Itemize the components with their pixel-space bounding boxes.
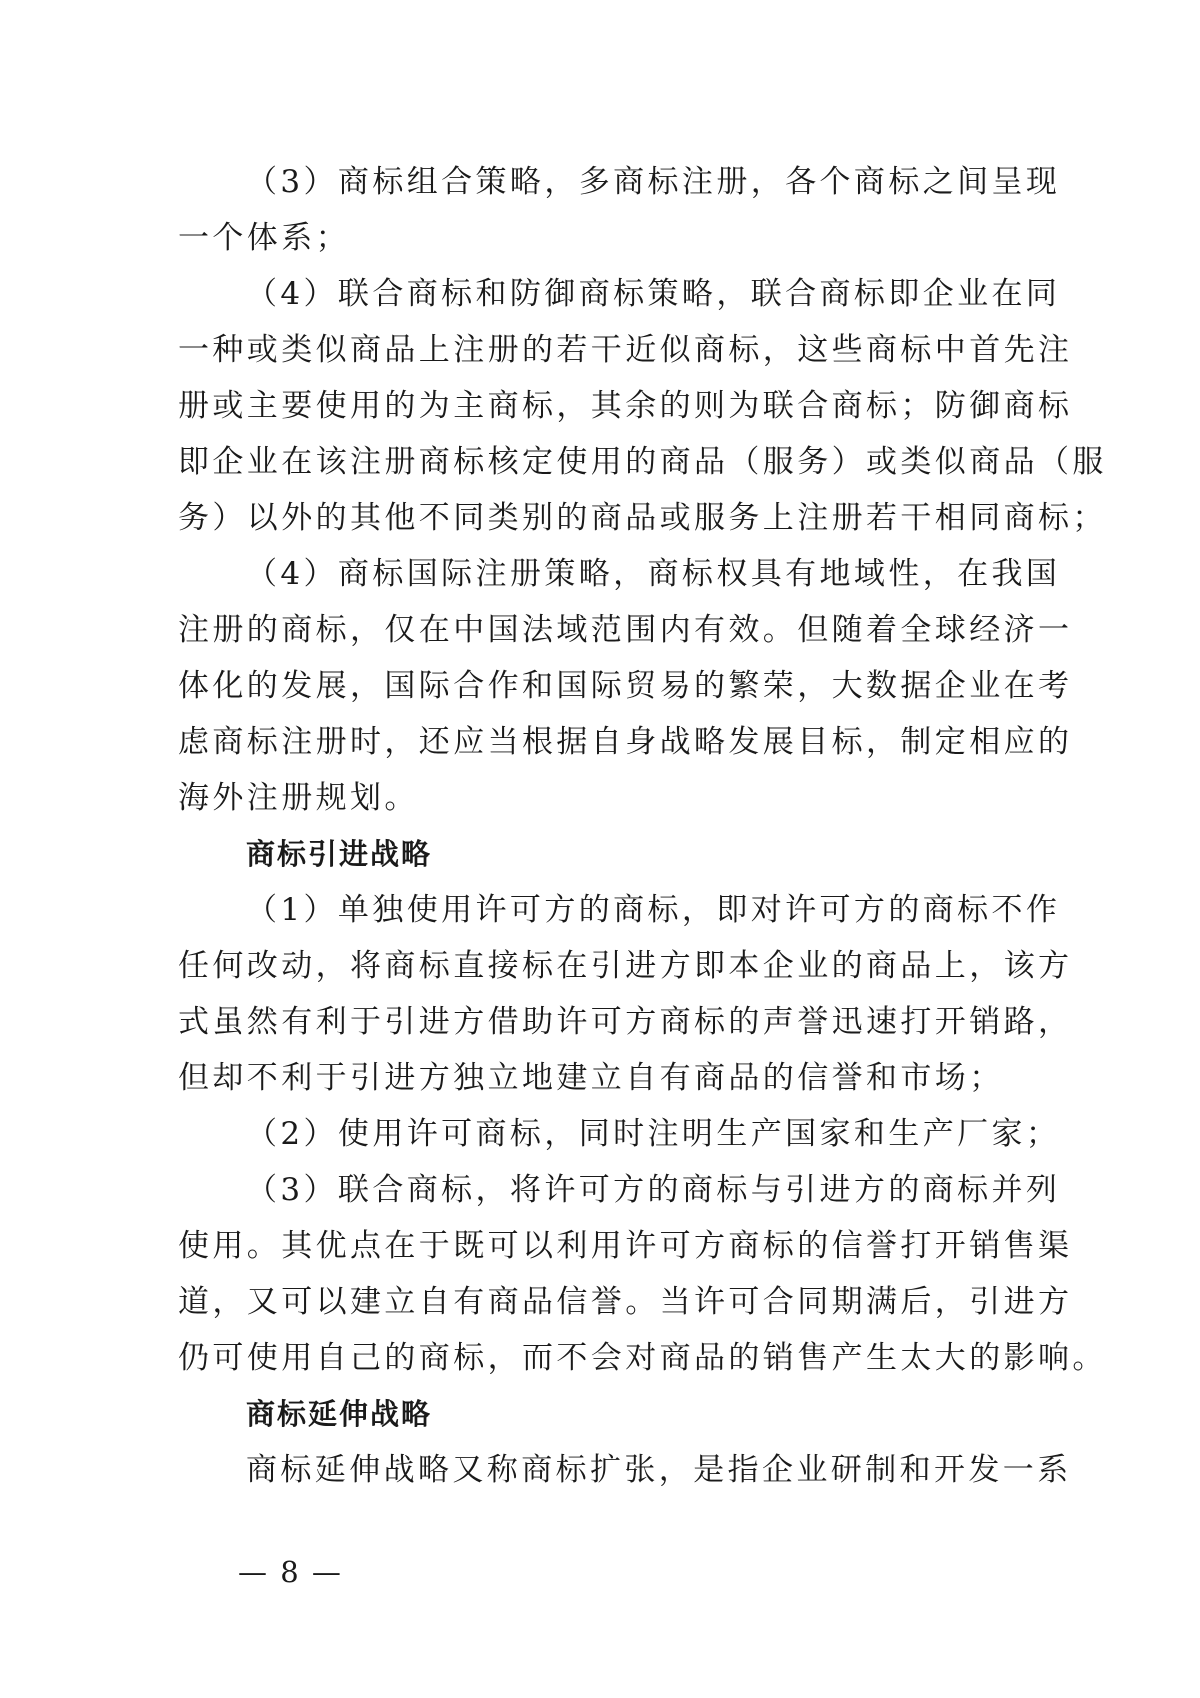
paragraph-line: 使用。其优点在于既可以利用许可方商标的信誉打开销售渠	[178, 1228, 1073, 1264]
paragraph-line: （4）联合商标和防御商标策略，联合商标即企业在同	[246, 276, 1061, 312]
paragraph-line: 式虽然有利于引进方借助许可方商标的声誉迅速打开销路，	[178, 1004, 1073, 1040]
paragraph-line: （1）单独使用许可方的商标，即对许可方的商标不作	[246, 892, 1061, 928]
paragraph-line: 一个体系；	[178, 220, 350, 256]
paragraph-line: （4）商标国际注册策略，商标权具有地域性，在我国	[246, 556, 1061, 592]
paragraph-line: 但却不利于引进方独立地建立自有商品的信誉和市场；	[178, 1060, 1004, 1096]
paragraph-line: （3）商标组合策略，多商标注册，各个商标之间呈现	[246, 164, 1061, 200]
paragraph-line: 务）以外的其他不同类别的商品或服务上注册若干相同商标；	[178, 500, 1107, 536]
paragraph-line: 任何改动，将商标直接标在引进方即本企业的商品上，该方	[178, 948, 1073, 984]
paragraph-line: 商标延伸战略又称商标扩张，是指企业研制和开发一系	[246, 1452, 1072, 1488]
paragraph-line: 体化的发展，国际合作和国际贸易的繁荣，大数据企业在考	[178, 668, 1073, 704]
paragraph-line: 一种或类似商品上注册的若干近似商标，这些商标中首先注	[178, 332, 1073, 368]
paragraph-line: （2）使用许可商标，同时注明生产国家和生产厂家；	[246, 1116, 1061, 1152]
paragraph-line: 虑商标注册时，还应当根据自身战略发展目标，制定相应的	[178, 724, 1073, 760]
paragraph-line: 仍可使用自己的商标，而不会对商品的销售产生太大的影响。	[178, 1340, 1107, 1376]
paragraph-line: 海外注册规划。	[178, 780, 419, 816]
paragraph-line: 即企业在该注册商标核定使用的商品（服务）或类似商品（服	[178, 444, 1107, 480]
page-number: — 8 —	[238, 1555, 343, 1589]
paragraph-line: （3）联合商标，将许可方的商标与引进方的商标并列	[246, 1172, 1061, 1208]
section-heading: 商标引进战略	[246, 837, 433, 871]
paragraph-line: 道，又可以建立自有商品信誉。当许可合同期满后，引进方	[178, 1284, 1073, 1320]
section-heading: 商标延伸战略	[246, 1397, 433, 1431]
paragraph-line: 册或主要使用的为主商标，其余的则为联合商标；防御商标	[178, 388, 1073, 424]
paragraph-line: 注册的商标，仅在中国法域范围内有效。但随着全球经济一	[178, 612, 1073, 648]
